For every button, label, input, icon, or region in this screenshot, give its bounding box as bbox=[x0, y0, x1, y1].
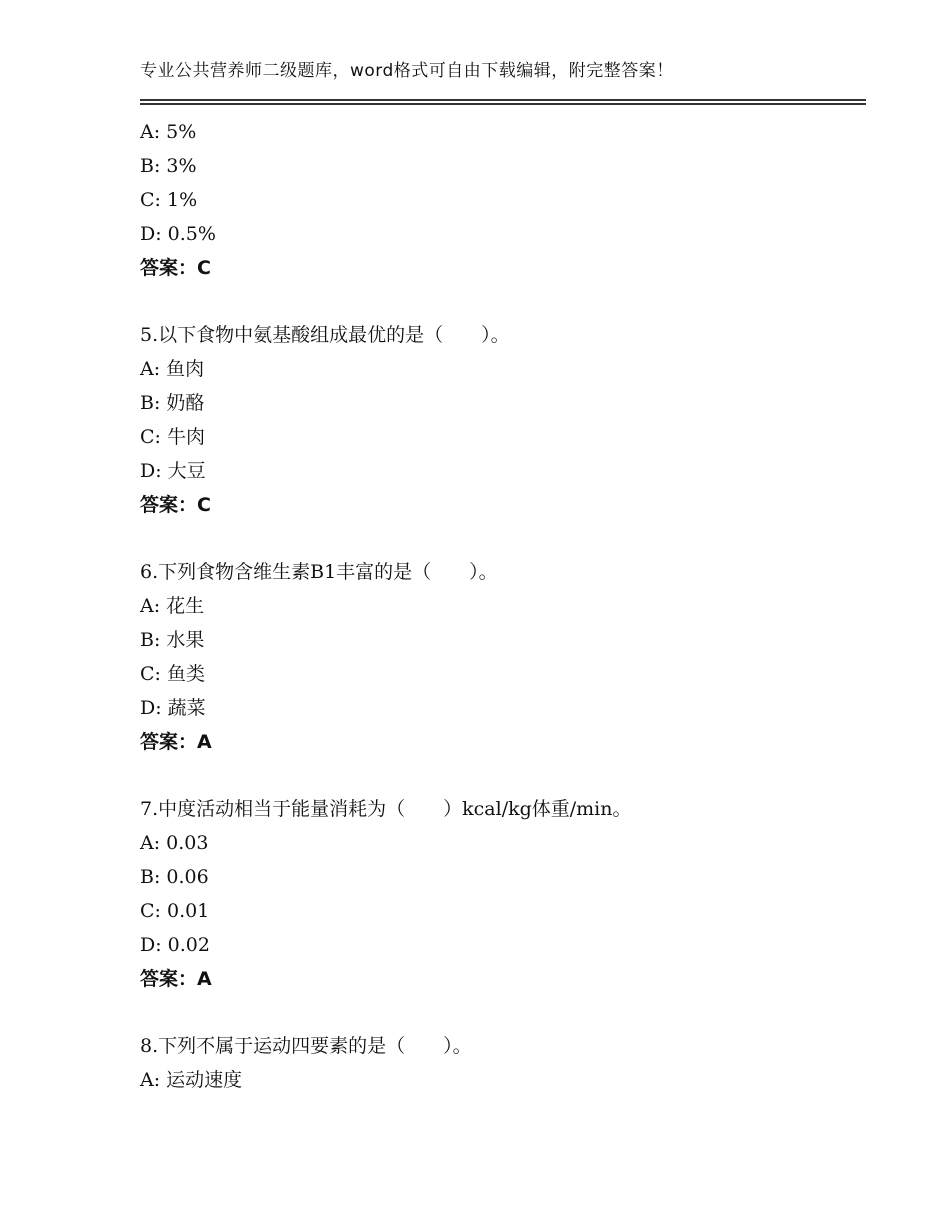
option-b: B: 0.06 bbox=[140, 866, 209, 888]
option-b: B: 3% bbox=[140, 155, 197, 177]
option-c: C: 鱼类 bbox=[140, 663, 205, 685]
option-c: C: 0.01 bbox=[140, 900, 210, 922]
answer-line: 答案：C bbox=[140, 257, 211, 279]
question-6 bbox=[140, 555, 870, 759]
option-c: C: 1% bbox=[140, 189, 198, 211]
option-b: B: 奶酪 bbox=[140, 392, 205, 414]
question-5 bbox=[140, 318, 870, 522]
question-4-tail bbox=[140, 115, 870, 285]
option-a: A: 鱼肉 bbox=[140, 358, 205, 380]
question-content bbox=[140, 115, 870, 1097]
question-stem: 6.下列食物含维生素B1丰富的是（ ）。 bbox=[140, 561, 498, 583]
option-d: D: 大豆 bbox=[140, 460, 206, 482]
question-stem: 5.以下食物中氨基酸组成最优的是（ ）。 bbox=[140, 324, 510, 346]
option-d: D: 0.5% bbox=[140, 223, 216, 245]
question-stem: 8.下列不属于运动四要素的是（ ）。 bbox=[140, 1035, 472, 1057]
answer-line: 答案：C bbox=[140, 494, 211, 516]
question-7 bbox=[140, 792, 870, 996]
answer-line: 答案：A bbox=[140, 731, 212, 753]
header-rule-top bbox=[140, 99, 866, 101]
option-c: C: 牛肉 bbox=[140, 426, 205, 448]
answer-line: 答案：A bbox=[140, 968, 212, 990]
option-b: B: 水果 bbox=[140, 629, 205, 651]
option-a: A: 5% bbox=[140, 121, 197, 143]
option-d: D: 蔬菜 bbox=[140, 697, 206, 719]
question-stem: 7.中度活动相当于能量消耗为（ ）kcal/kg体重/min。 bbox=[140, 798, 632, 820]
option-a: A: 运动速度 bbox=[140, 1069, 243, 1091]
option-a: A: 0.03 bbox=[140, 832, 209, 854]
option-d: D: 0.02 bbox=[140, 934, 210, 956]
page-header: 专业公共营养师二级题库，word格式可自由下载编辑，附完整答案！ bbox=[140, 61, 674, 81]
option-a: A: 花生 bbox=[140, 595, 205, 617]
header-rule-bottom bbox=[140, 103, 866, 105]
question-8 bbox=[140, 1029, 870, 1097]
